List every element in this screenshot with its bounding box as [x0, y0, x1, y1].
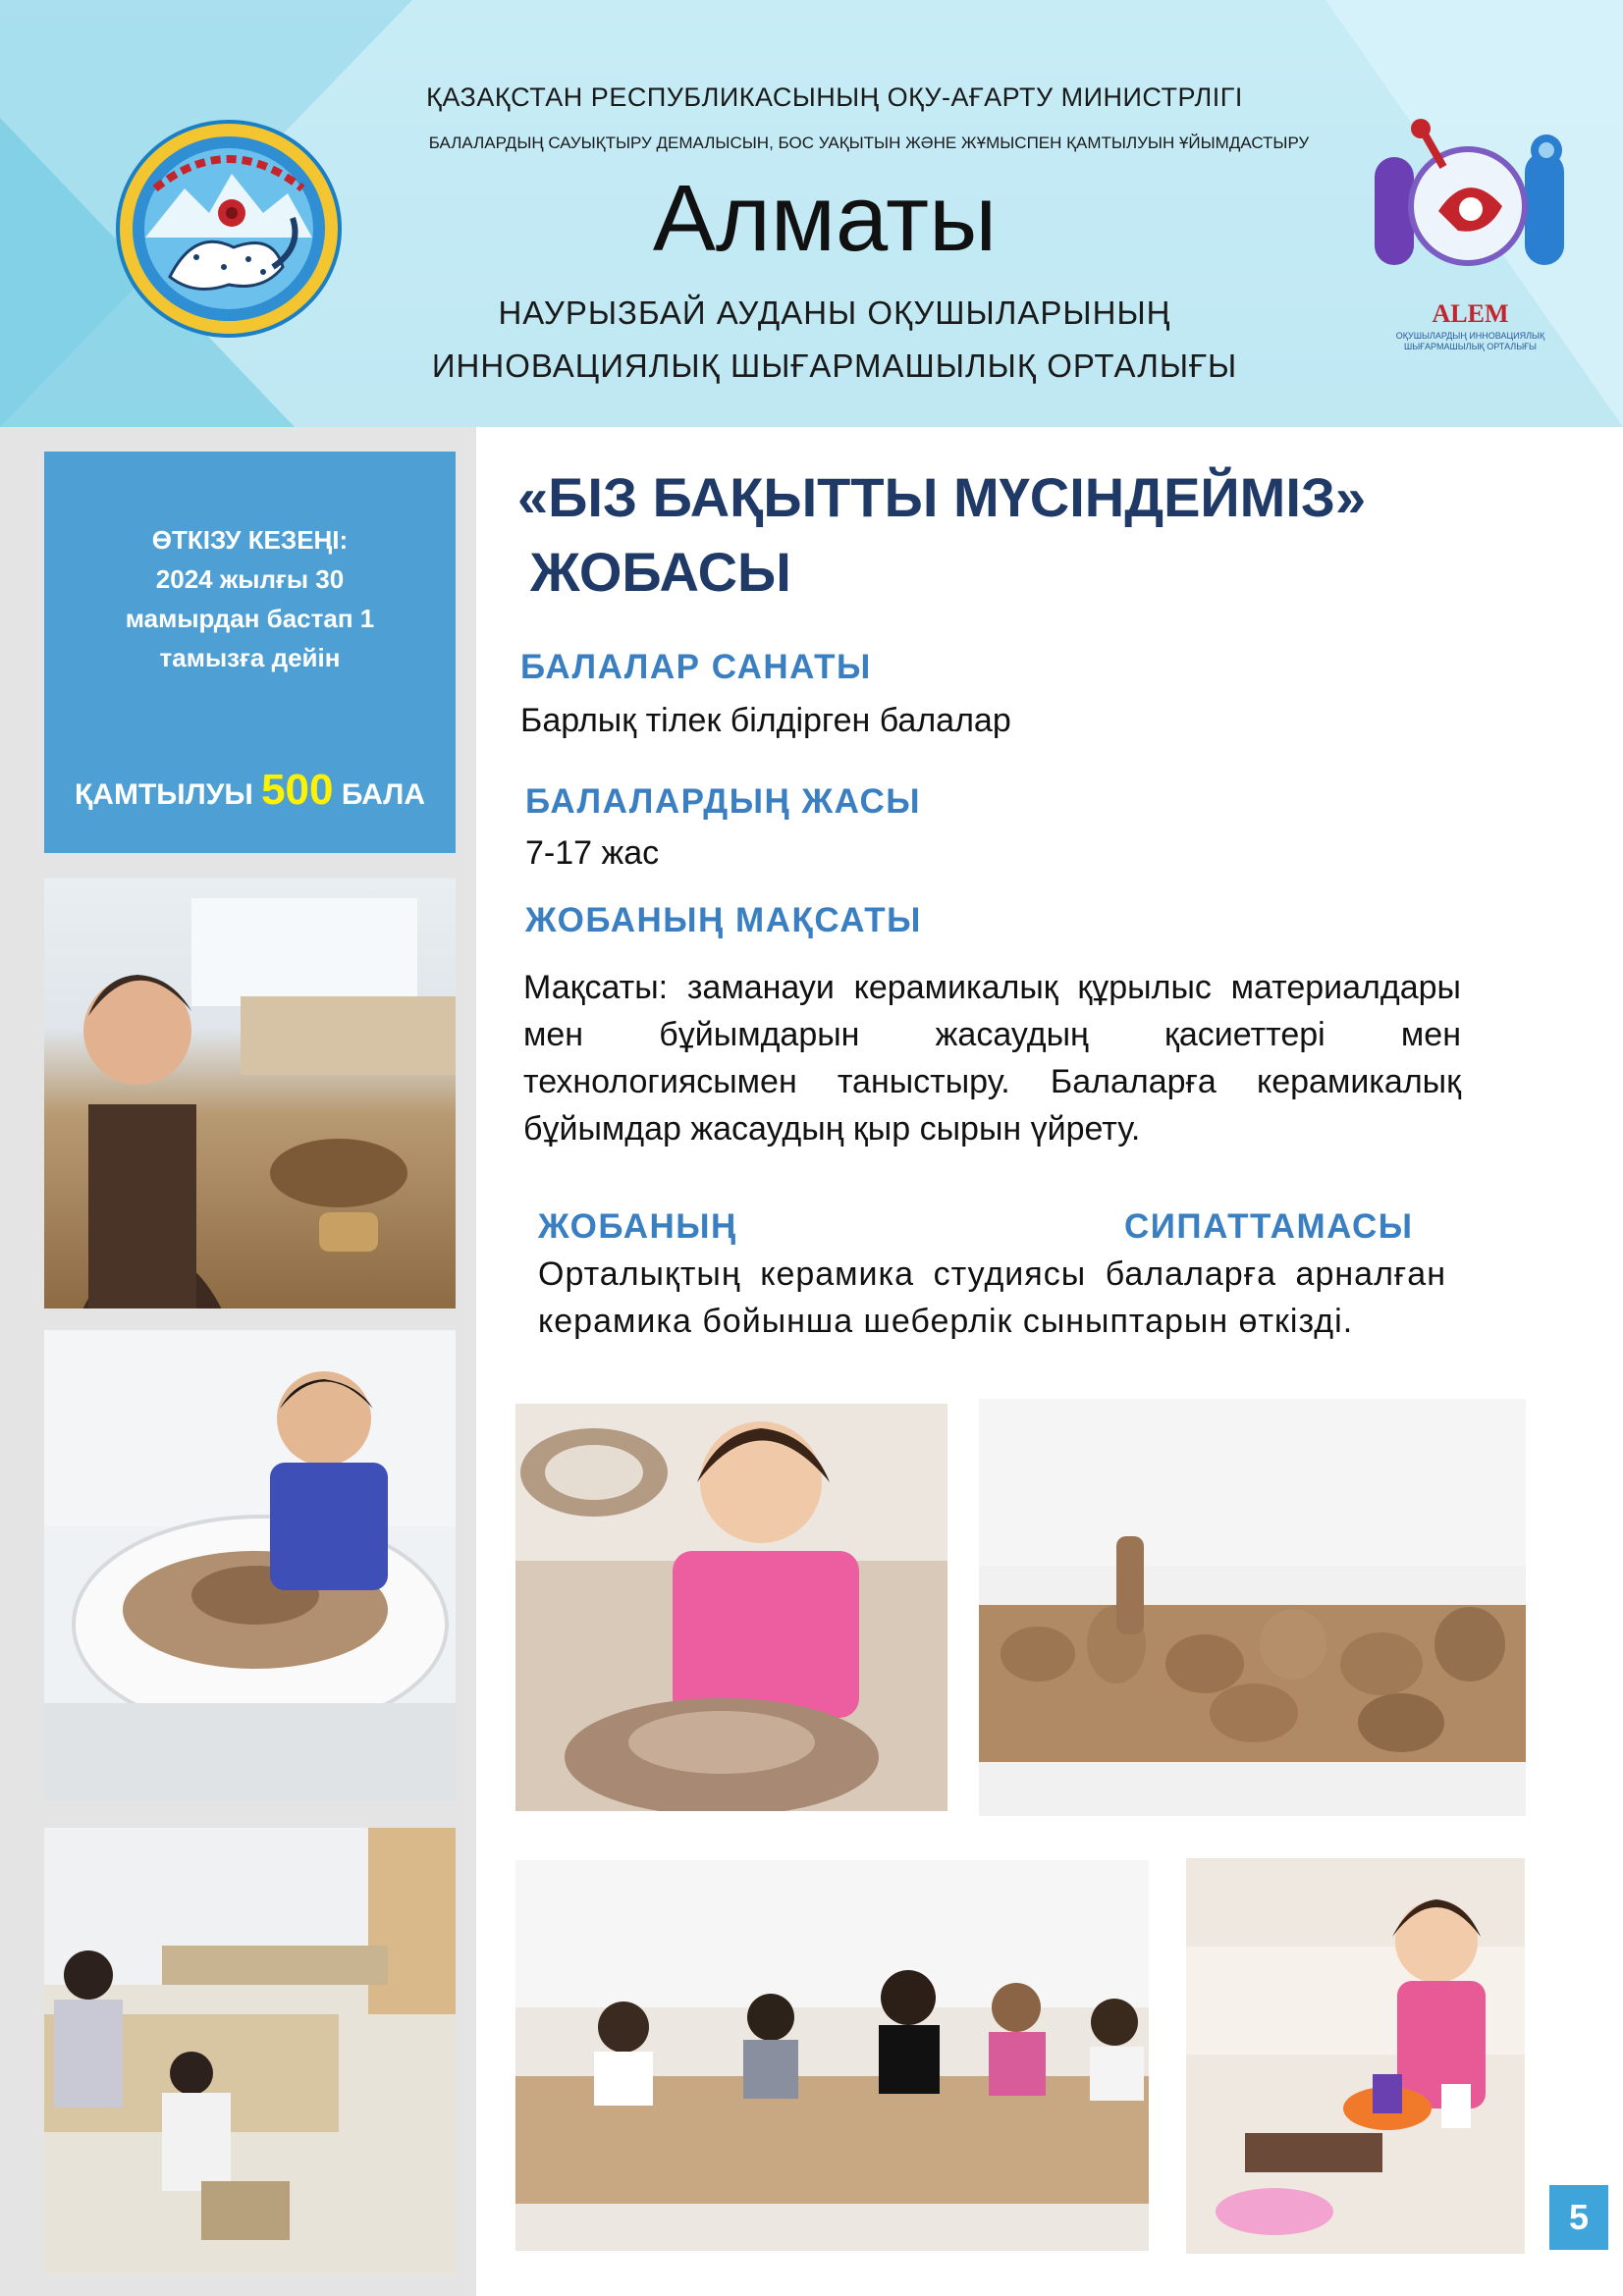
description-heading-word-1: ЖОБАНЫҢ [538, 1207, 737, 1246]
project-title-line-2: ЖОБАСЫ [530, 541, 791, 603]
coverage-text [44, 766, 456, 815]
alem-logo-name: ALEM [1432, 299, 1509, 328]
category-text: Барлық тілек білдірген балалар [520, 702, 1011, 739]
almaty-emblem-icon [116, 120, 342, 338]
coverage-number: 500 [261, 766, 334, 814]
period-line: тамызға дейін [159, 643, 341, 672]
photo-ceramic-pieces [979, 1399, 1526, 1816]
period-label: ӨТКІЗУ КЕЗЕҢІ: [151, 525, 349, 555]
age-heading: БАЛАЛАРДЫҢ ЖАСЫ [525, 782, 922, 821]
ministry-name: ҚАЗАҚСТАН РЕСПУБЛИКАСЫНЫҢ ОҚУ-АҒАРТУ МИНИСТРЛІГІ [426, 82, 1243, 112]
city-title: Алматы [652, 166, 998, 271]
alem-logo-icon [1370, 113, 1571, 299]
age-text: 7-17 жас [525, 834, 660, 872]
department-name: БАЛАЛАРДЫҢ САУЫҚТЫРУ ДЕМАЛЫСЫН, БОС УАҚЫТЫН ЖӘНЕ ЖҰМЫСПЕН ҚАМТЫЛУЫН ҰЙЫМДАСТЫРУ [428, 133, 1310, 152]
description-text: Орталықтың керамика студиясы балаларға арналған керамика бойынша шеберлік сыныптарын өткізді. [538, 1255, 1446, 1340]
goal-text: Мақсаты: заманауи керамикалық құрылыс материалдары мен бұйымдарын жасаудың қасиеттері мен технологиясымен таныстыру. Балаларға керамикалық бұйымдар жасаудың қыр сырын үйрету. [523, 969, 1461, 1148]
alem-logo [1370, 113, 1571, 358]
photo-girl-pottery [515, 1404, 947, 1811]
alem-caption-line-2: ШЫҒАРМАШЫЛЫҚ ОРТАЛЫҒЫ [1403, 342, 1538, 351]
center-name-line-1: НАУРЫЗБАЙ АУДАНЫ ОҚУШЫЛАРЫНЫҢ [498, 294, 1171, 331]
alem-caption-line-1: ОҚУШЫЛАРДЫҢ ИННОВАЦИЯЛЫҚ [1395, 331, 1545, 341]
project-title-line-1: «БІЗ БАҚЫТТЫ МҮСІНДЕЙМІЗ» [517, 466, 1367, 528]
photo-children-at-table [515, 1860, 1149, 2251]
period-line: мамырдан бастап 1 [125, 604, 375, 633]
center-name-line-2: ИННОВАЦИЯЛЫҚ ШЫҒАРМАШЫЛЫҚ ОРТАЛЫҒЫ [431, 347, 1238, 384]
page-number-badge: 5 [1549, 2185, 1608, 2250]
photo-classroom [44, 1828, 456, 2274]
period-line: 2024 жылғы 30 [155, 564, 345, 594]
description-heading-word-2: СИПАТТАМАСЫ [1124, 1207, 1414, 1246]
photo-boy-pottery-wheel [44, 1330, 456, 1801]
category-heading: БАЛАЛАР САНАТЫ [520, 648, 872, 686]
period-text [44, 520, 456, 677]
photo-girl-glazing [1186, 1858, 1525, 2254]
coverage-suffix: БАЛА [341, 778, 426, 811]
goal-heading: ЖОБАНЫҢ МАҚСАТЫ [525, 901, 922, 939]
alem-logo-caption [1370, 331, 1571, 352]
photo-children-workshop-1 [44, 879, 456, 1308]
coverage-prefix: ҚАМТЫЛУЫ [74, 778, 253, 811]
